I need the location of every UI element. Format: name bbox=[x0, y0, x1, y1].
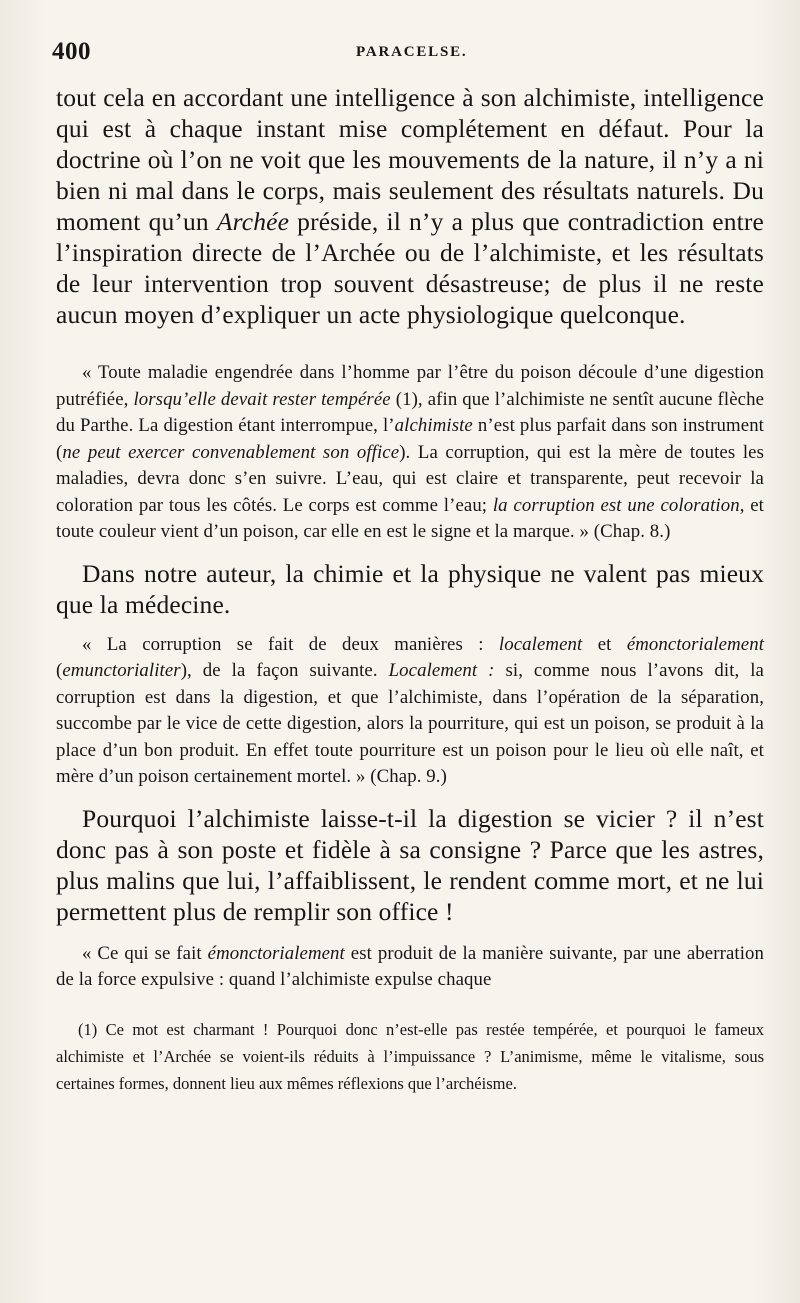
text-run: ), de la façon suivante. bbox=[180, 660, 378, 681]
text-run: , et toute couleur vient d’un poison, car elle en est le signe et la marque. » (Chap. 8.) bbox=[56, 494, 764, 542]
italic-phrase: lorsqu’elle devait rester tempérée bbox=[133, 388, 391, 410]
text-run: « Ce qui se fait bbox=[82, 942, 202, 964]
italic-term: Localement : bbox=[388, 660, 495, 681]
italic-term: localement bbox=[498, 633, 583, 655]
text-run: est produit de la manière suivante, par une aberration de la force expulsive : quand l’alchimiste expulse chaque bbox=[56, 942, 764, 990]
body-paragraph-1 bbox=[56, 82, 764, 330]
text-run: n’est plus parfait dans son instrument ( bbox=[56, 415, 764, 463]
text-run: et bbox=[597, 633, 612, 655]
text-run: si, comme nous l’avons dit, la corruption est dans la digestion, et que l’alchimiste, dans l’opération de la séparation, succombe par le vice de cette digestion, alors la pourriture, qui est un poison, se produit à la place d’un bon produit. En effet toute pourriture est un poison pour le lieu où elle naît, et mère d’un poison certainement mortel. » (Chap. 9.) bbox=[56, 660, 764, 787]
running-title: PARACELSE. bbox=[356, 44, 468, 60]
text-run: « Toute maladie engendrée dans l’homme par l’être du poison découle d’une digestion putréfiée, bbox=[56, 362, 764, 410]
text-run: préside, il n’y a plus que contradiction entre l’inspiration directe de l’Archée ou de l’alchimiste, et les résultats de leur intervention trop souvent désastreuse; de plus il ne reste aucun moyen d’expliquer un acte physiologique quelconque. bbox=[56, 207, 764, 329]
italic-term: émonctorialement bbox=[207, 942, 345, 964]
running-header bbox=[52, 38, 764, 72]
italic-phrase: la corruption est une coloration bbox=[492, 494, 740, 516]
italic-term: Archée bbox=[216, 207, 290, 236]
italic-term: émonctorialement bbox=[626, 633, 765, 655]
text-run: tout cela en accordant une intelligence à son alchimiste, intelligence qui est à chaque instant mise complétement en défaut. Pour la doctrine où l’on ne voit que les mouvements de la nature, il n’y a ni bien ni mal dans le corps, mais seulement des résultats naturels. Du moment qu’un bbox=[56, 83, 764, 236]
text-run: ). La corruption, qui est la mère de toutes les maladies, devra donc s’en suivre. L’eau, qui est claire et transparente, peut recevoir la coloration par tous les côtés. Le corps est comme l’eau; bbox=[56, 441, 764, 516]
italic-phrase: ne peut exercer convenablement son office bbox=[62, 441, 400, 463]
italic-term: alchimiste bbox=[394, 415, 473, 436]
italic-term: emunctorialiter bbox=[62, 660, 181, 681]
quote-paragraph-2 bbox=[56, 632, 764, 791]
body-paragraph-3: Pourquoi l’alchimiste laisse-t-il la digestion se vicier ? il n’est donc pas à son poste et fidèle à sa consigne ? Parce que les astres, plus malins que lui, l’affaiblissent, le rendent comme mort, et ne lui permettent plus de remplir son office ! bbox=[56, 803, 764, 926]
quote-paragraph-1 bbox=[56, 360, 764, 546]
quote-paragraph-3 bbox=[56, 941, 764, 994]
text-run: « La corruption se fait de deux manières : bbox=[82, 633, 484, 655]
footnote: (1) Ce mot est charmant ! Pourquoi donc n’est-elle pas restée tempérée, et pourquoi le fameux alchimiste et l’Archée se voient-ils réduits à l’impuissance ? L’animisme, même le vitalisme, sous certaines formes, donnent lieu aux mêmes réflexions que l’archéisme. bbox=[56, 1019, 764, 1093]
text-run: ( bbox=[56, 660, 63, 681]
body-paragraph-2: Dans notre auteur, la chimie et la physique ne valent pas mieux que la médecine. bbox=[56, 558, 764, 619]
text-run: (1), afin que l’alchimiste ne sentît aucune flèche du Parthe. La digestion étant interrompue, l’ bbox=[56, 388, 765, 436]
page-number: 400 bbox=[52, 38, 91, 65]
